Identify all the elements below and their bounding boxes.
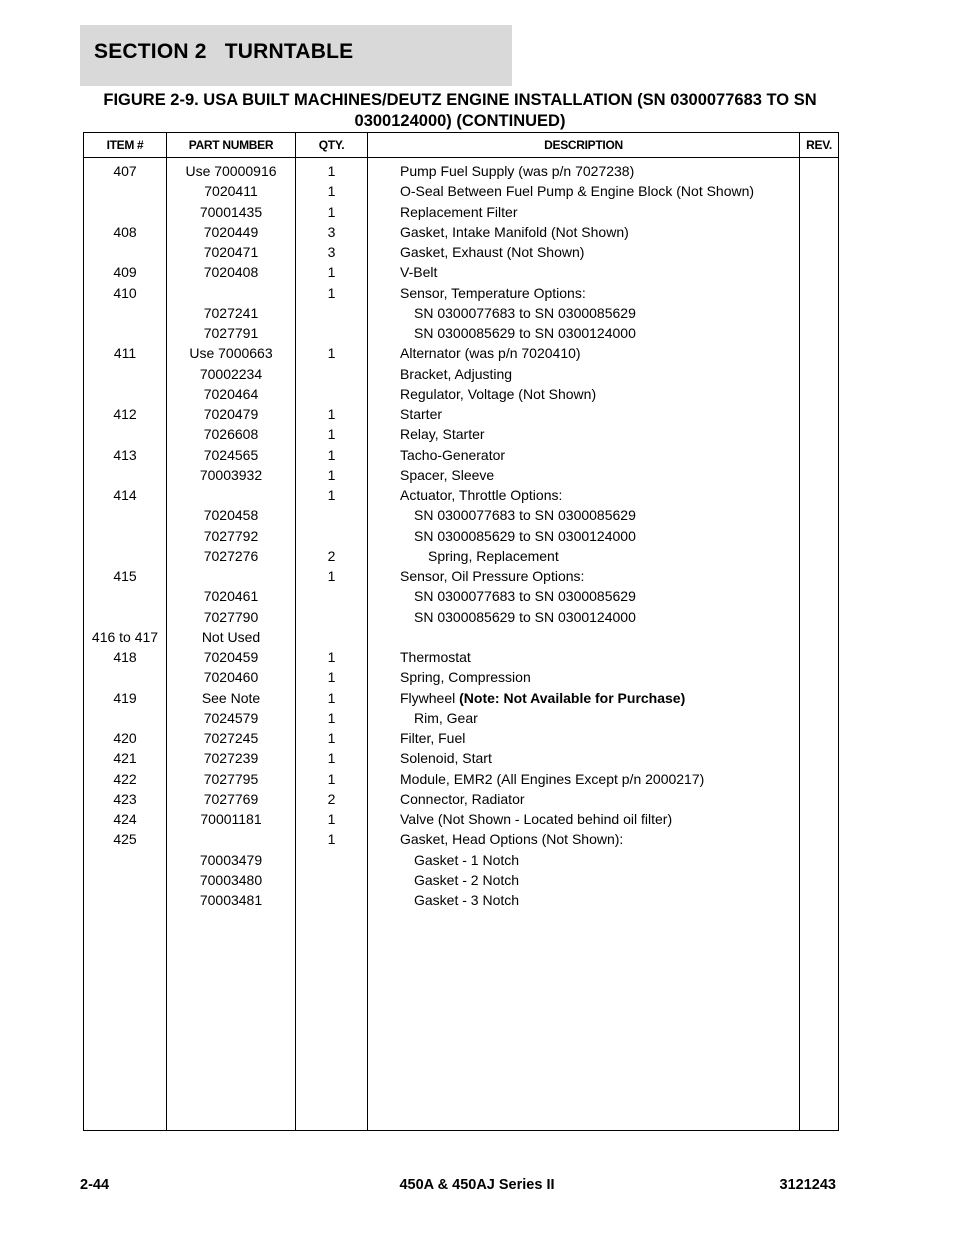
item-number-cell: 422 <box>113 770 137 787</box>
part-number-cell: 70003481 <box>199 892 263 908</box>
qty-cell: 1 <box>327 831 336 848</box>
description-text: Gasket, Exhaust (Not Shown) <box>400 244 585 260</box>
description-text: Module, EMR2 (All Engines Except p/n 2000217) <box>400 770 705 787</box>
part-number-cell: 7020461 <box>203 588 259 605</box>
table-row <box>84 505 838 525</box>
description-text: SN 0300085629 to SN 0300124000 <box>414 527 636 544</box>
figure-title <box>60 90 860 132</box>
table-row <box>84 303 838 323</box>
description-text: Actuator, Throttle Options: <box>400 487 563 503</box>
description-cell <box>400 829 623 849</box>
table-row <box>84 222 838 242</box>
description-cell <box>414 526 636 546</box>
part-number-cell: 7024579 <box>203 709 259 726</box>
column-header-item: ITEM # <box>106 138 144 152</box>
description-text: Alternator (was p/n 7020410) <box>400 345 581 362</box>
description-text: Relay, Starter <box>400 426 485 443</box>
description-text: Connector, Radiator <box>400 790 525 807</box>
description-cell <box>400 728 465 748</box>
description-text: Replacement Filter <box>400 203 518 220</box>
table-row <box>84 384 838 404</box>
description-cell <box>400 688 685 708</box>
table-row <box>84 424 838 444</box>
part-number-cell: Use 70000916 <box>185 163 277 179</box>
qty-cell: 1 <box>327 284 336 301</box>
description-cell <box>414 850 519 870</box>
description-text: Solenoid, Start <box>400 750 492 767</box>
description-text: SN 0300077683 to SN 0300085629 <box>414 304 636 321</box>
document-number: 3121243 <box>779 1177 836 1193</box>
item-number-cell: 418 <box>113 649 137 665</box>
qty-cell: 1 <box>327 669 336 686</box>
part-number-cell: 70001181 <box>200 811 262 827</box>
description-cell <box>400 364 512 384</box>
description-text: Thermostat <box>400 649 471 665</box>
table-row <box>84 769 838 789</box>
description-cell <box>400 769 704 789</box>
description-text: Gasket, Head Options (Not Shown): <box>400 831 624 848</box>
part-number-cell: 7027241 <box>203 304 259 321</box>
description-cell <box>400 161 634 181</box>
table-row <box>84 789 838 809</box>
description-cell <box>400 809 672 829</box>
part-number-cell: 7027795 <box>203 770 259 787</box>
description-cell <box>400 404 442 424</box>
part-number-cell: 70001435 <box>199 203 263 220</box>
qty-cell: 1 <box>327 770 336 787</box>
part-number-cell: 7027791 <box>203 325 259 341</box>
description-text: Spring, Replacement <box>428 547 559 564</box>
part-number-cell: 7027769 <box>203 790 259 807</box>
qty-cell: 1 <box>327 750 336 767</box>
qty-cell: 1 <box>327 446 336 463</box>
description-cell <box>414 303 636 323</box>
qty-cell: 1 <box>327 264 336 281</box>
description-cell <box>428 546 559 566</box>
table-row <box>84 404 838 424</box>
model-name: 450A & 450AJ Series II <box>399 1177 555 1193</box>
qty-cell: 3 <box>327 244 336 260</box>
qty-cell: 3 <box>327 223 336 240</box>
description-cell <box>400 242 584 262</box>
table-row <box>84 323 838 343</box>
description-cell <box>400 465 494 485</box>
item-number-cell: 414 <box>113 487 137 503</box>
description-text: Gasket - 2 Notch <box>414 871 520 888</box>
table-row <box>84 526 838 546</box>
part-number-cell: 7020459 <box>203 649 259 665</box>
column-header-qty: QTY. <box>318 138 345 152</box>
table-row <box>84 181 838 201</box>
description-text: Starter <box>400 406 443 422</box>
table-row <box>84 161 838 181</box>
table-row <box>84 870 838 890</box>
qty-cell: 1 <box>327 203 336 220</box>
description-cell <box>414 870 519 890</box>
item-number-cell: 415 <box>113 568 137 584</box>
figure-title-line-1: FIGURE 2-9. USA BUILT MACHINES/DEUTZ ENGINE INSTALLATION (SN 0300077683 TO SN <box>103 91 817 109</box>
table-row <box>84 364 838 384</box>
description-cell <box>414 708 478 728</box>
item-number-cell: 423 <box>113 790 137 807</box>
description-text: Sensor, Oil Pressure Options: <box>400 568 585 584</box>
description-text: SN 0300077683 to SN 0300085629 <box>414 588 636 605</box>
description-cell <box>400 181 754 201</box>
description-text: Bracket, Adjusting <box>400 365 513 382</box>
part-number-cell: Not Used <box>201 628 261 645</box>
description-text: Gasket - 3 Notch <box>414 892 520 908</box>
item-number-cell: 410 <box>113 284 137 301</box>
part-number-cell: See Note <box>201 689 261 706</box>
item-number-cell: 421 <box>113 750 137 767</box>
table-row <box>84 465 838 485</box>
qty-cell: 1 <box>327 345 336 362</box>
description-cell <box>414 323 636 343</box>
item-number-cell: 424 <box>113 811 137 827</box>
table-row <box>84 546 838 566</box>
description-text: Flywheel <box>400 689 456 706</box>
table-row <box>84 809 838 829</box>
table-row <box>84 485 838 505</box>
table-row <box>84 829 838 849</box>
table-row <box>84 343 838 363</box>
item-number-cell: 420 <box>113 730 137 746</box>
column-header-description: DESCRIPTION <box>544 138 623 152</box>
part-number-cell: 7027239 <box>203 750 259 767</box>
description-text: Spacer, Sleeve <box>400 466 495 483</box>
description-cell <box>400 647 471 667</box>
part-number-cell: Use 7000663 <box>189 345 273 362</box>
description-note: (Note: Not Available for Purchase) <box>459 689 686 706</box>
description-cell <box>400 384 596 404</box>
column-header-rev: REV. <box>806 138 832 152</box>
part-number-cell: 7020449 <box>203 223 259 240</box>
table-row <box>84 748 838 768</box>
item-number-cell: 407 <box>113 163 137 179</box>
description-text: SN 0300085629 to SN 0300124000 <box>414 608 636 625</box>
qty-cell: 1 <box>327 406 336 422</box>
description-text: Tacho-Generator <box>400 446 506 463</box>
part-number-cell: 7020471 <box>203 244 259 260</box>
qty-cell: 1 <box>327 466 336 483</box>
page-number: 2-44 <box>80 1177 110 1193</box>
part-number-cell: 70003479 <box>199 851 263 868</box>
item-number-cell: 408 <box>113 223 137 240</box>
qty-cell: 1 <box>327 730 336 746</box>
description-cell <box>400 566 584 586</box>
item-number-cell: 412 <box>113 406 137 422</box>
part-number-cell: 70003932 <box>199 466 263 483</box>
description-cell <box>400 343 581 363</box>
qty-cell: 1 <box>327 811 336 827</box>
qty-cell: 1 <box>327 426 336 443</box>
part-number-cell: 70002234 <box>199 365 263 382</box>
description-text: Spring, Compression <box>400 669 531 686</box>
description-cell <box>400 262 437 282</box>
description-cell <box>400 445 505 465</box>
table-row <box>84 445 838 465</box>
description-text: Gasket - 1 Notch <box>414 851 520 868</box>
part-number-cell: 7020411 <box>204 183 258 200</box>
description-cell <box>400 283 586 303</box>
part-number-cell: 7027792 <box>203 527 259 544</box>
item-number-cell: 416 to 417 <box>91 628 159 645</box>
column-header-part-number: PART NUMBER <box>188 138 274 152</box>
part-number-cell: 7020458 <box>203 507 259 524</box>
item-number-cell: 409 <box>113 264 137 281</box>
description-text: Regulator, Voltage (Not Shown) <box>400 385 597 402</box>
description-text: Gasket, Intake Manifold (Not Shown) <box>400 223 629 240</box>
part-number-cell: 7024565 <box>203 446 259 463</box>
parts-table <box>83 132 839 1131</box>
header-divider <box>84 157 838 158</box>
section-title: SECTION 2 TURNTABLE <box>94 40 354 63</box>
qty-cell: 1 <box>327 649 336 665</box>
description-text: Valve (Not Shown - Located behind oil filter) <box>400 811 673 827</box>
description-text: Pump Fuel Supply (was p/n 7027238) <box>400 163 635 179</box>
description-text: V-Belt <box>400 264 438 281</box>
qty-cell: 1 <box>327 163 336 179</box>
table-row <box>84 890 838 910</box>
figure-title-line-2: 0300124000) (CONTINUED) <box>354 112 566 130</box>
part-number-cell: 7027245 <box>203 730 259 746</box>
table-body <box>84 161 838 910</box>
part-number-cell: 7020464 <box>203 385 259 402</box>
description-text: SN 0300077683 to SN 0300085629 <box>414 507 636 524</box>
part-number-cell: 7027276 <box>203 547 259 564</box>
qty-cell: 1 <box>327 487 336 503</box>
part-number-cell: 7026608 <box>203 426 259 443</box>
qty-cell: 1 <box>327 689 336 706</box>
description-cell <box>400 789 525 809</box>
table-row <box>84 242 838 262</box>
part-number-cell: 7020408 <box>203 264 259 281</box>
description-cell <box>400 202 518 222</box>
description-cell <box>414 586 636 606</box>
description-cell <box>400 424 485 444</box>
description-cell <box>400 748 492 768</box>
part-number-cell: 70003480 <box>199 871 263 888</box>
qty-cell: 2 <box>327 790 336 807</box>
description-text: Rim, Gear <box>414 709 478 726</box>
part-number-cell: 7027790 <box>203 608 259 625</box>
table-row <box>84 850 838 870</box>
item-number-cell: 411 <box>113 345 137 362</box>
description-cell <box>400 667 531 687</box>
table-row <box>84 627 838 647</box>
table-row <box>84 202 838 222</box>
item-number-cell: 419 <box>113 689 137 706</box>
qty-cell: 2 <box>327 547 336 564</box>
table-row <box>84 728 838 748</box>
table-row <box>84 586 838 606</box>
description-cell <box>400 485 562 505</box>
table-row <box>84 647 838 667</box>
table-row <box>84 607 838 627</box>
table-row <box>84 688 838 708</box>
description-cell <box>414 890 519 910</box>
part-number-cell: 7020460 <box>203 669 259 686</box>
description-text: Filter, Fuel <box>400 730 466 746</box>
description-cell <box>414 607 636 627</box>
qty-cell: 1 <box>327 568 336 584</box>
table-row <box>84 708 838 728</box>
description-cell <box>400 222 629 242</box>
table-row <box>84 566 838 586</box>
description-text: SN 0300085629 to SN 0300124000 <box>414 325 636 341</box>
description-cell <box>414 505 636 525</box>
table-row <box>84 262 838 282</box>
item-number-cell: 425 <box>113 831 137 848</box>
description-text: Sensor, Temperature Options: <box>400 284 586 301</box>
table-row <box>84 283 838 303</box>
table-row <box>84 667 838 687</box>
item-number-cell: 413 <box>113 446 137 463</box>
qty-cell: 1 <box>327 183 336 200</box>
part-number-cell: 7020479 <box>203 406 259 422</box>
description-text: O-Seal Between Fuel Pump & Engine Block (Not Shown) <box>400 183 755 200</box>
qty-cell: 1 <box>327 709 336 726</box>
section-header <box>80 25 512 86</box>
